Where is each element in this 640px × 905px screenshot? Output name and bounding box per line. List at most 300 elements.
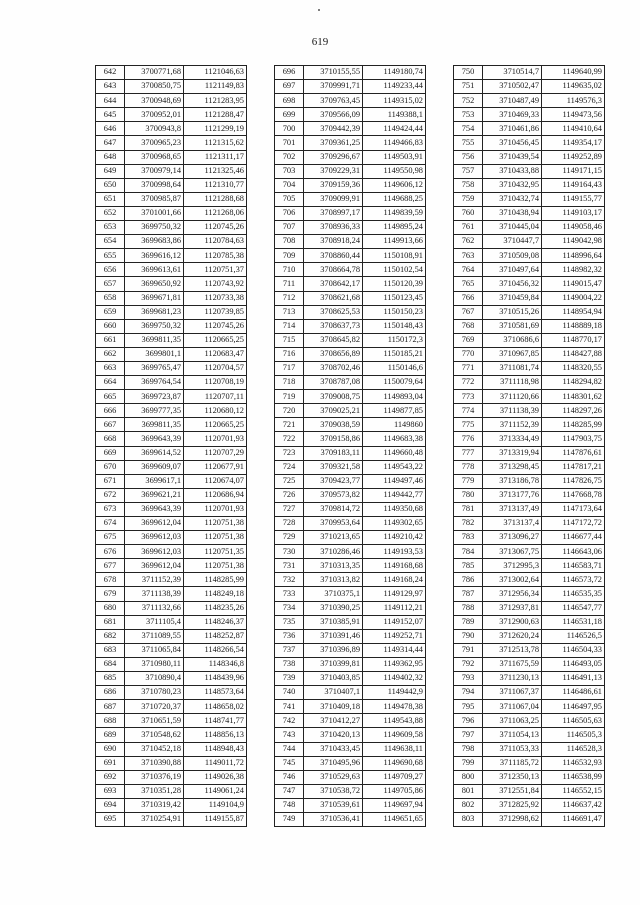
point-number: 726: [275, 488, 304, 502]
table-row: [275, 488, 426, 502]
point-number: 648: [96, 150, 125, 164]
table-row: [96, 714, 247, 728]
coordinate-x: 3713334,49: [483, 432, 542, 446]
point-number: 660: [96, 319, 125, 333]
table-row: [96, 700, 247, 714]
coordinate-y: 1149155,87: [184, 812, 247, 826]
coordinate-y: 1148856,13: [184, 728, 247, 742]
coordinate-x: 3711065,84: [125, 643, 184, 657]
point-number: 642: [96, 66, 125, 80]
coordinate-x: 3708625,53: [304, 305, 363, 319]
coordinate-x: 3699609,07: [125, 460, 184, 474]
point-number: 654: [96, 235, 125, 249]
coordinate-x: 3711067,37: [483, 686, 542, 700]
coordinate-y: 1146538,99: [542, 770, 605, 784]
coordinate-y: 1148252,87: [184, 629, 247, 643]
table-row: [96, 728, 247, 742]
point-number: 695: [96, 812, 125, 826]
point-number: 667: [96, 418, 125, 432]
table-row: [96, 559, 247, 573]
point-number: 677: [96, 559, 125, 573]
coordinate-x: 3699614,52: [125, 446, 184, 460]
table-row: [454, 150, 605, 164]
point-number: 692: [96, 770, 125, 784]
coordinate-y: 1150120,39: [363, 277, 426, 291]
coordinate-x: 3710213,65: [304, 531, 363, 545]
point-number: 700: [275, 122, 304, 136]
table-row: [275, 728, 426, 742]
point-number: 748: [275, 798, 304, 812]
coordinate-x: 3711138,39: [125, 587, 184, 601]
coordinate-y: 1148246,37: [184, 615, 247, 629]
coordinate-x: 3713186,78: [483, 474, 542, 488]
coordinate-x: 3710313,35: [304, 559, 363, 573]
coordinate-y: 1146531,18: [542, 615, 605, 629]
coordinate-y: 1149302,65: [363, 517, 426, 531]
table-row: [275, 347, 426, 361]
coordinate-x: 3709423,77: [304, 474, 363, 488]
coordinate-x: 3711054,13: [483, 728, 542, 742]
coordinate-x: 3699612,04: [125, 559, 184, 573]
coordinate-y: 1147817,21: [542, 460, 605, 474]
table-row: [96, 319, 247, 333]
coordinate-x: 3710375,1: [304, 587, 363, 601]
point-number: 686: [96, 686, 125, 700]
table-row: [275, 756, 426, 770]
coordinate-x: 3700948,69: [125, 94, 184, 108]
point-number: 670: [96, 460, 125, 474]
coordinate-y: 1149112,21: [363, 601, 426, 615]
point-number: 737: [275, 643, 304, 657]
coordinate-x: 3710396,89: [304, 643, 363, 657]
point-number: 739: [275, 672, 304, 686]
point-number: 735: [275, 615, 304, 629]
coordinate-x: 3713137,49: [483, 502, 542, 516]
table-row: [454, 728, 605, 742]
point-number: 669: [96, 446, 125, 460]
point-number: 645: [96, 108, 125, 122]
coordinate-x: 3710385,91: [304, 615, 363, 629]
table-row: [275, 742, 426, 756]
coordinate-y: 1149061,24: [184, 784, 247, 798]
coordinate-y: 1149651,65: [363, 812, 426, 826]
coordinate-x: 3712350,13: [483, 770, 542, 784]
coordinate-y: 1146532,93: [542, 756, 605, 770]
table-row: [96, 164, 247, 178]
coordinate-y: 1148658,02: [184, 700, 247, 714]
table-row: [275, 404, 426, 418]
coordinate-y: 1120665,25: [184, 333, 247, 347]
coordinate-y: 1150150,23: [363, 305, 426, 319]
coordinate-x: 3710399,81: [304, 657, 363, 671]
coordinate-x: 3699617,1: [125, 474, 184, 488]
coordinate-x: 3710456,32: [483, 277, 542, 291]
point-number: 798: [454, 742, 483, 756]
coordinate-y: 1120745,26: [184, 221, 247, 235]
coordinate-x: 3708787,08: [304, 376, 363, 390]
table-row: [275, 798, 426, 812]
point-number: 661: [96, 333, 125, 347]
table-row: [275, 94, 426, 108]
coordinate-x: 3713002,64: [483, 573, 542, 587]
table-row: [275, 784, 426, 798]
coordinate-x: 3708997,17: [304, 206, 363, 220]
point-number: 662: [96, 347, 125, 361]
table-row: [454, 122, 605, 136]
table-row: [96, 657, 247, 671]
coordinate-x: 3699613,61: [125, 263, 184, 277]
coordinate-x: 3710890,4: [125, 672, 184, 686]
coordinate-y: 1120743,92: [184, 277, 247, 291]
coordinate-x: 3699621,21: [125, 488, 184, 502]
coordinate-y: 1121315,62: [184, 136, 247, 150]
coordinate-x: 3709229,31: [304, 164, 363, 178]
table-row: [96, 418, 247, 432]
coordinate-x: 3709442,39: [304, 122, 363, 136]
point-number: 711: [275, 277, 304, 291]
table-row: [96, 672, 247, 686]
coordinate-y: 1150172,3: [363, 333, 426, 347]
coordinate-y: 1120751,38: [184, 559, 247, 573]
coordinate-y: 1121311,17: [184, 150, 247, 164]
point-number: 795: [454, 700, 483, 714]
table-row: [454, 770, 605, 784]
coordinate-x: 3699650,92: [125, 277, 184, 291]
point-number: 790: [454, 629, 483, 643]
point-number: 708: [275, 235, 304, 249]
coordinate-y: 1150108,91: [363, 249, 426, 263]
coordinate-y: 1147173,64: [542, 502, 605, 516]
point-number: 649: [96, 164, 125, 178]
coordinate-y: 1148320,55: [542, 361, 605, 375]
table-row: [454, 66, 605, 80]
table-row: [96, 305, 247, 319]
coordinate-x: 3710438,94: [483, 206, 542, 220]
coordinate-y: 1121149,83: [184, 80, 247, 94]
table-row: [454, 376, 605, 390]
point-number: 685: [96, 672, 125, 686]
table-row: [454, 657, 605, 671]
table-row: [96, 80, 247, 94]
point-number: 681: [96, 615, 125, 629]
point-number: 684: [96, 657, 125, 671]
point-number: 673: [96, 502, 125, 516]
coordinate-y: 1146505,63: [542, 714, 605, 728]
coordinate-y: 1149478,38: [363, 700, 426, 714]
coordinate-y: 1148439,96: [184, 672, 247, 686]
coordinate-y: 1120751,35: [184, 545, 247, 559]
coordinate-y: 1146583,71: [542, 559, 605, 573]
table-row: [96, 432, 247, 446]
coordinate-y: 1149683,38: [363, 432, 426, 446]
table-row: [454, 108, 605, 122]
coordinate-y: 1149129,97: [363, 587, 426, 601]
point-number: 776: [454, 432, 483, 446]
coordinate-x: 3699764,54: [125, 376, 184, 390]
coordinate-y: 1148982,32: [542, 263, 605, 277]
point-number: 736: [275, 629, 304, 643]
coordinate-y: 1120701,93: [184, 502, 247, 516]
coordinate-x: 3710403,85: [304, 672, 363, 686]
coordinate-y: 1149402,32: [363, 672, 426, 686]
coordinate-y: 1121310,77: [184, 178, 247, 192]
coordinate-x: 3711132,66: [125, 601, 184, 615]
table-row: [96, 150, 247, 164]
table-row: [96, 108, 247, 122]
point-number: 713: [275, 305, 304, 319]
coordinate-x: 3708936,33: [304, 221, 363, 235]
table-row: [96, 756, 247, 770]
point-number: 656: [96, 263, 125, 277]
coordinate-x: 3713177,76: [483, 488, 542, 502]
point-number: 782: [454, 517, 483, 531]
coordinate-y: 1120704,57: [184, 361, 247, 375]
table-row: [454, 545, 605, 559]
coordinate-y: 1120707,11: [184, 390, 247, 404]
table-row: [454, 798, 605, 812]
table-row: [454, 305, 605, 319]
coordinate-y: 1120686,94: [184, 488, 247, 502]
point-number: 760: [454, 206, 483, 220]
point-number: 758: [454, 178, 483, 192]
table-row: [275, 235, 426, 249]
point-number: 712: [275, 291, 304, 305]
point-number: 663: [96, 361, 125, 375]
table-row: [96, 587, 247, 601]
point-number: 690: [96, 742, 125, 756]
table-row: [96, 573, 247, 587]
point-number: 725: [275, 474, 304, 488]
coordinate-y: 1120739,85: [184, 305, 247, 319]
coordinate-y: 1150146,6: [363, 361, 426, 375]
table-row: [96, 488, 247, 502]
table-row: [275, 770, 426, 784]
point-number: 802: [454, 798, 483, 812]
coordinate-y: 1149042,98: [542, 235, 605, 249]
coordinate-y: 1149660,48: [363, 446, 426, 460]
coordinate-x: 3711063,25: [483, 714, 542, 728]
coordinate-y: 1149860: [363, 418, 426, 432]
coordinate-y: 1149410,64: [542, 122, 605, 136]
table-row: [275, 672, 426, 686]
table-row: [96, 615, 247, 629]
scan-speck: [318, 9, 320, 11]
coordinate-x: 3710514,7: [483, 66, 542, 80]
coordinate-x: 3710539,61: [304, 798, 363, 812]
point-number: 780: [454, 488, 483, 502]
coordinate-y: 1149913,66: [363, 235, 426, 249]
point-number: 774: [454, 404, 483, 418]
coordinate-y: 1149252,71: [363, 629, 426, 643]
coordinate-y: 1148573,64: [184, 686, 247, 700]
table-row: [454, 742, 605, 756]
point-number: 767: [454, 305, 483, 319]
coordinate-y: 1121283,95: [184, 94, 247, 108]
coordinate-x: 3710469,33: [483, 108, 542, 122]
table-row: [275, 517, 426, 531]
coordinate-x: 3710409,18: [304, 700, 363, 714]
point-number: 751: [454, 80, 483, 94]
point-number: 703: [275, 164, 304, 178]
coordinate-x: 3710155,55: [304, 66, 363, 80]
coordinate-x: 3710686,6: [483, 333, 542, 347]
coordinate-y: 1147903,75: [542, 432, 605, 446]
coordinate-x: 3708918,24: [304, 235, 363, 249]
table-row: [275, 319, 426, 333]
table-row: [454, 714, 605, 728]
coordinate-x: 3699681,23: [125, 305, 184, 319]
coordinate-x: 3699777,35: [125, 404, 184, 418]
coordinate-y: 1148297,26: [542, 404, 605, 418]
point-number: 724: [275, 460, 304, 474]
point-number: 750: [454, 66, 483, 80]
table-row: [96, 812, 247, 826]
coordinate-y: 1149442,77: [363, 488, 426, 502]
point-number: 696: [275, 66, 304, 80]
coordinate-y: 1149503,91: [363, 150, 426, 164]
coordinate-x: 3710509,08: [483, 249, 542, 263]
coordinate-x: 3708664,78: [304, 263, 363, 277]
point-number: 691: [96, 756, 125, 770]
table-row: [96, 94, 247, 108]
point-number: 679: [96, 587, 125, 601]
point-number: 705: [275, 192, 304, 206]
coordinate-y: 1149839,59: [363, 206, 426, 220]
coordinate-x: 3713298,45: [483, 460, 542, 474]
table-row: [454, 347, 605, 361]
point-number: 734: [275, 601, 304, 615]
coordinate-x: 3709953,64: [304, 517, 363, 531]
point-number: 791: [454, 643, 483, 657]
coordinate-x: 3710286,46: [304, 545, 363, 559]
point-number: 742: [275, 714, 304, 728]
table-row: [454, 784, 605, 798]
table-row: [454, 460, 605, 474]
coordinate-y: 1149709,27: [363, 770, 426, 784]
table-row: [275, 531, 426, 545]
table-row: [96, 376, 247, 390]
coordinate-x: 3713319,94: [483, 446, 542, 460]
coordinate-x: 3710495,96: [304, 756, 363, 770]
point-number: 741: [275, 700, 304, 714]
coordinate-y: 1120785,38: [184, 249, 247, 263]
coordinate-y: 1149168,24: [363, 573, 426, 587]
coordinate-x: 3700943,8: [125, 122, 184, 136]
coordinates-table-3: [453, 65, 605, 827]
coordinate-y: 1149315,02: [363, 94, 426, 108]
coordinate-y: 1149362,95: [363, 657, 426, 671]
coordinate-y: 1121325,46: [184, 164, 247, 178]
coordinate-x: 3712937,81: [483, 601, 542, 615]
point-number: 657: [96, 277, 125, 291]
coordinate-y: 1150185,21: [363, 347, 426, 361]
point-number: 666: [96, 404, 125, 418]
table-row: [454, 291, 605, 305]
coordinate-y: 1146535,35: [542, 587, 605, 601]
coordinate-y: 1149233,44: [363, 80, 426, 94]
table-row: [96, 347, 247, 361]
coordinate-x: 3700979,14: [125, 164, 184, 178]
coordinate-y: 1146505,3: [542, 728, 605, 742]
table-row: [454, 615, 605, 629]
table-row: [275, 221, 426, 235]
table-row: [96, 136, 247, 150]
point-number: 655: [96, 249, 125, 263]
coordinate-x: 3700998,64: [125, 178, 184, 192]
coordinate-x: 3699671,81: [125, 291, 184, 305]
point-number: 651: [96, 192, 125, 206]
table-row: [275, 601, 426, 615]
coordinate-x: 3699750,32: [125, 221, 184, 235]
table-row: [96, 206, 247, 220]
coordinate-y: 1150102,54: [363, 263, 426, 277]
point-number: 743: [275, 728, 304, 742]
coordinate-y: 1147826,75: [542, 474, 605, 488]
coordinate-x: 3710254,91: [125, 812, 184, 826]
table-row: [96, 291, 247, 305]
coordinate-x: 3709814,72: [304, 502, 363, 516]
point-number: 716: [275, 347, 304, 361]
coordinates-table-1: [95, 65, 247, 827]
table-row: [96, 192, 247, 206]
point-number: 777: [454, 446, 483, 460]
table-row: [275, 80, 426, 94]
coordinate-x: 3710412,27: [304, 714, 363, 728]
point-number: 761: [454, 221, 483, 235]
coordinate-y: 1149606,12: [363, 178, 426, 192]
coordinate-y: 1149180,74: [363, 66, 426, 80]
table-row: [454, 333, 605, 347]
point-number: 775: [454, 418, 483, 432]
coordinate-x: 3709321,58: [304, 460, 363, 474]
coordinate-y: 1149058,46: [542, 221, 605, 235]
coordinate-x: 3712956,34: [483, 587, 542, 601]
coordinate-x: 3711105,4: [125, 615, 184, 629]
table-row: [96, 404, 247, 418]
table-row: [275, 305, 426, 319]
coordinate-x: 3710319,42: [125, 798, 184, 812]
table-row: [454, 249, 605, 263]
point-number: 766: [454, 291, 483, 305]
table-row: [454, 390, 605, 404]
table-row: [454, 263, 605, 277]
coordinate-y: 1146573,72: [542, 573, 605, 587]
point-number: 659: [96, 305, 125, 319]
coordinate-y: 1149193,53: [363, 545, 426, 559]
table-row: [454, 756, 605, 770]
table-row: [275, 376, 426, 390]
point-number: 788: [454, 601, 483, 615]
point-number: 693: [96, 784, 125, 798]
coordinate-x: 3709038,59: [304, 418, 363, 432]
table-row: [96, 446, 247, 460]
point-number: 732: [275, 573, 304, 587]
table-row: [454, 502, 605, 516]
point-number: 803: [454, 812, 483, 826]
coordinate-y: 1149895,24: [363, 221, 426, 235]
table-row: [275, 714, 426, 728]
table-row: [96, 178, 247, 192]
table-row: [275, 432, 426, 446]
point-number: 786: [454, 573, 483, 587]
coordinate-y: 1121288,68: [184, 192, 247, 206]
coordinate-x: 3710390,88: [125, 756, 184, 770]
table-row: [275, 643, 426, 657]
coordinate-x: 3710581,69: [483, 319, 542, 333]
table-row: [454, 700, 605, 714]
point-number: 688: [96, 714, 125, 728]
point-number: 744: [275, 742, 304, 756]
